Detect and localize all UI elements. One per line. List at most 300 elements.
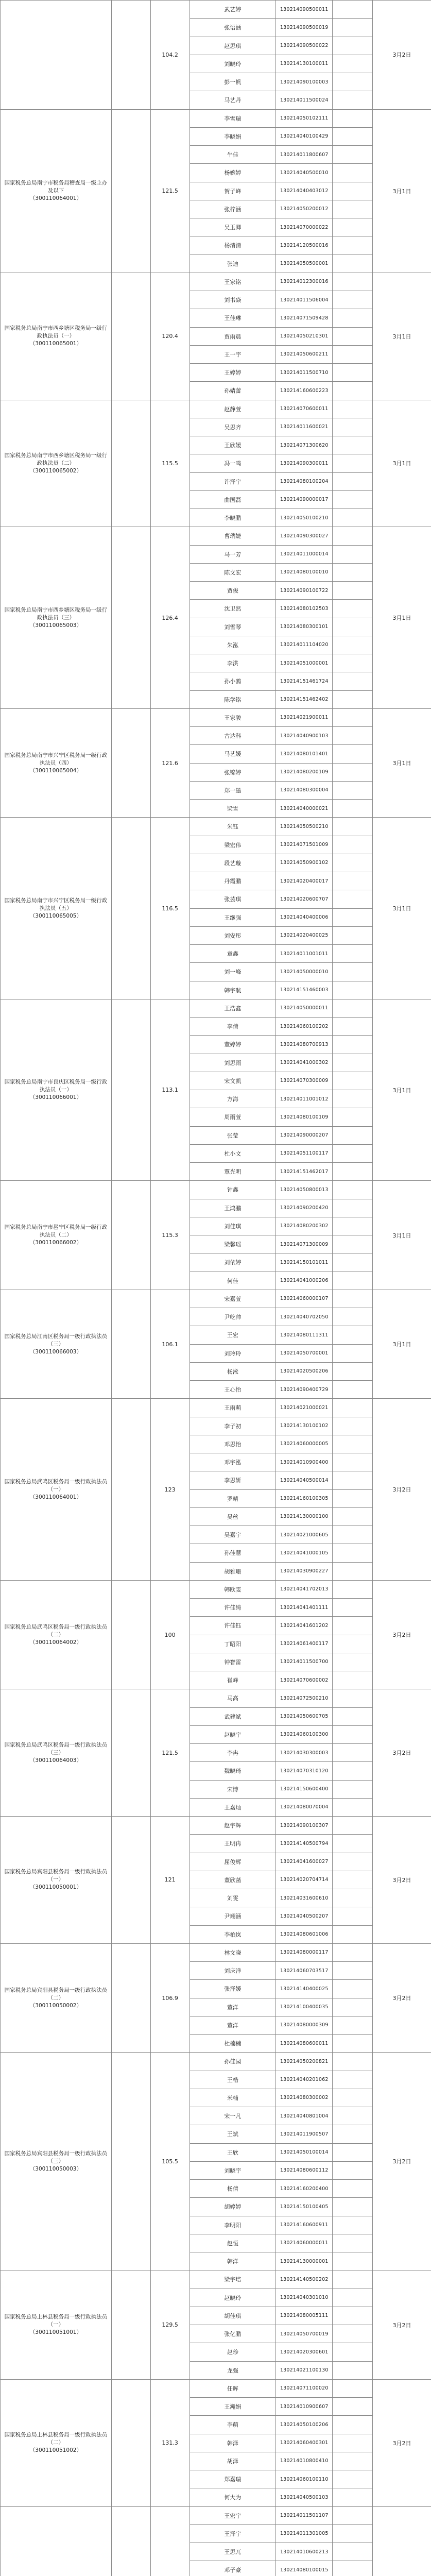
note-cell bbox=[333, 1489, 373, 1507]
candidate-name: 梁馨瑶 bbox=[189, 1235, 276, 1253]
candidate-name: 张锦婷 bbox=[189, 763, 276, 781]
candidate-id: 130214080601006 bbox=[276, 1925, 333, 1943]
candidate-name: 王嘉灿 bbox=[189, 1798, 276, 1816]
interview-date-cell: 3月1日 bbox=[373, 273, 431, 400]
note-cell bbox=[333, 1798, 373, 1816]
note-cell bbox=[333, 255, 373, 273]
candidate-id: 130214151462017 bbox=[276, 1163, 333, 1181]
note-cell bbox=[333, 2270, 373, 2289]
candidate-id: 130214020300601 bbox=[276, 2343, 333, 2361]
candidate-name: 韩洋 bbox=[189, 2252, 276, 2270]
candidate-name: 王佳琳 bbox=[189, 309, 276, 327]
recruit-count-cell bbox=[111, 1, 150, 110]
candidate-id: 130214090100307 bbox=[276, 1817, 333, 1835]
note-cell bbox=[333, 2470, 373, 2488]
candidate-id: 130214080600011 bbox=[276, 2035, 333, 2053]
candidate-id: 130214010900400 bbox=[276, 1453, 333, 1471]
candidate-name: 李洪 bbox=[189, 654, 276, 672]
note-cell bbox=[333, 73, 373, 91]
note-cell bbox=[333, 1381, 373, 1399]
candidate-id: 130214010800410 bbox=[276, 2452, 333, 2470]
note-cell bbox=[333, 945, 373, 963]
note-cell bbox=[333, 763, 373, 781]
candidate-id: 130214080000117 bbox=[276, 1943, 333, 1961]
candidate-table-body bbox=[1, 1, 431, 2576]
note-cell bbox=[333, 2398, 373, 2416]
candidate-name: 龙强 bbox=[189, 2361, 276, 2379]
candidate-id: 130214011600021 bbox=[276, 418, 333, 436]
candidate-name: 王浩鑫 bbox=[189, 999, 276, 1017]
position-cell bbox=[1, 2270, 112, 2380]
candidate-id: 130214050500210 bbox=[276, 818, 333, 836]
candidate-id: 130214041702013 bbox=[276, 1580, 333, 1598]
recruit-count-cell bbox=[111, 818, 150, 999]
candidate-name: 王家铭 bbox=[189, 273, 276, 291]
candidate-name: 王心怡 bbox=[189, 1381, 276, 1399]
note-cell bbox=[333, 600, 373, 618]
candidate-id: 130214011500700 bbox=[276, 1653, 333, 1671]
candidate-id: 130214071300009 bbox=[276, 1235, 333, 1253]
candidate-id: 130214140400025 bbox=[276, 1980, 333, 1998]
note-cell bbox=[333, 2524, 373, 2543]
note-cell bbox=[333, 854, 373, 872]
candidate-id: 130214041601202 bbox=[276, 1617, 333, 1635]
candidate-name: 孙佳慧 bbox=[189, 1544, 276, 1562]
note-cell bbox=[333, 2216, 373, 2234]
note-cell bbox=[333, 2107, 373, 2125]
note-cell bbox=[333, 1689, 373, 1707]
table-row bbox=[1, 1580, 431, 1598]
recruit-count-cell bbox=[111, 708, 150, 818]
position-name: 国家税务总局南宁市西乡塘区税务局一级行政执法员（二） bbox=[4, 452, 108, 466]
recruit-count-cell bbox=[111, 1943, 150, 2053]
table-row bbox=[1, 2379, 431, 2397]
candidate-id: 130214160600911 bbox=[276, 2216, 333, 2234]
note-cell bbox=[333, 436, 373, 454]
note-cell bbox=[333, 509, 373, 527]
candidate-id: 130214021000605 bbox=[276, 1526, 333, 1544]
table-row bbox=[1, 1, 431, 19]
candidate-name: 李子初 bbox=[189, 1417, 276, 1435]
candidate-id: 130214060400301 bbox=[276, 2434, 333, 2452]
note-cell bbox=[333, 364, 373, 382]
note-cell bbox=[333, 1090, 373, 1108]
candidate-id: 130214050700019 bbox=[276, 2325, 333, 2343]
recruit-count-cell bbox=[111, 1181, 150, 1290]
min-score-cell: 121.6 bbox=[150, 708, 189, 818]
candidate-name: 彭一帆 bbox=[189, 73, 276, 91]
interview-date-cell: 3月2日 bbox=[373, 1580, 431, 1689]
candidate-id: 130214041600027 bbox=[276, 1853, 333, 1871]
candidate-name: 张梓涵 bbox=[189, 200, 276, 218]
candidate-name: 古达科 bbox=[189, 727, 276, 745]
candidate-id: 130214011000014 bbox=[276, 545, 333, 563]
candidate-name: 王明冉 bbox=[189, 1835, 276, 1853]
position-name: 国家税务总局武鸣区税务局一级行政执法员（二） bbox=[4, 1623, 108, 1638]
note-cell bbox=[333, 2234, 373, 2252]
table-row bbox=[1, 2506, 431, 2524]
candidate-name: 梁宏伟 bbox=[189, 836, 276, 854]
note-cell bbox=[333, 1163, 373, 1181]
note-cell bbox=[333, 2343, 373, 2361]
candidate-id: 130214060000011 bbox=[276, 2234, 333, 2252]
note-cell bbox=[333, 2289, 373, 2307]
candidate-id: 130214080070004 bbox=[276, 1798, 333, 1816]
candidate-name: 李倩 bbox=[189, 1018, 276, 1036]
interview-date-cell: 3月2日 bbox=[373, 1817, 431, 1944]
note-cell bbox=[333, 345, 373, 363]
candidate-name: 曹瑞婕 bbox=[189, 527, 276, 545]
note-cell bbox=[333, 1108, 373, 1126]
note-cell bbox=[333, 200, 373, 218]
candidate-name: 贾雨晨 bbox=[189, 327, 276, 345]
candidate-id: 130214030900227 bbox=[276, 1562, 333, 1580]
note-cell bbox=[333, 1272, 373, 1290]
candidate-id: 130214071501009 bbox=[276, 836, 333, 854]
candidate-id: 130214030300003 bbox=[276, 1744, 333, 1762]
candidate-id: 130214021000021 bbox=[276, 1399, 333, 1417]
note-cell bbox=[333, 1435, 373, 1453]
candidate-name: 周雨萱 bbox=[189, 1108, 276, 1126]
note-cell bbox=[333, 2143, 373, 2161]
candidate-name: 屈俊辉 bbox=[189, 1853, 276, 1871]
candidate-id: 130214130000001 bbox=[276, 2252, 333, 2270]
note-cell bbox=[333, 37, 373, 55]
candidate-id: 130214012300016 bbox=[276, 273, 333, 291]
candidate-id: 130214060000005 bbox=[276, 1435, 333, 1453]
candidate-name: 罗晴 bbox=[189, 1489, 276, 1507]
note-cell bbox=[333, 2035, 373, 2053]
note-cell bbox=[333, 2125, 373, 2143]
candidate-id: 130214011800607 bbox=[276, 146, 333, 164]
candidate-name: 李柏岚 bbox=[189, 1925, 276, 1943]
position-cell bbox=[1, 1943, 112, 2053]
candidate-name: 尹屹帅 bbox=[189, 1308, 276, 1326]
note-cell bbox=[333, 2307, 373, 2325]
candidate-name: 王思兀 bbox=[189, 2543, 276, 2561]
candidate-name: 何大为 bbox=[189, 2488, 276, 2506]
candidate-name: 朱钰 bbox=[189, 818, 276, 836]
recruit-count-cell bbox=[111, 1689, 150, 1817]
candidate-id: 130214040400006 bbox=[276, 908, 333, 926]
position-cell bbox=[1, 2053, 112, 2270]
candidate-id: 130214071100020 bbox=[276, 2379, 333, 2397]
note-cell bbox=[333, 563, 373, 581]
note-cell bbox=[333, 1671, 373, 1689]
note-cell bbox=[333, 1744, 373, 1762]
candidate-id: 130214090000207 bbox=[276, 1126, 333, 1144]
table-row bbox=[1, 708, 431, 726]
candidate-id: 130214060703517 bbox=[276, 1962, 333, 1980]
note-cell bbox=[333, 1599, 373, 1617]
recruit-count-cell bbox=[111, 2379, 150, 2506]
candidate-id: 130214090400729 bbox=[276, 1381, 333, 1399]
recruit-count-cell bbox=[111, 1290, 150, 1399]
candidate-id: 130214020704714 bbox=[276, 1871, 333, 1889]
note-cell bbox=[333, 1290, 373, 1308]
note-cell bbox=[333, 91, 373, 109]
note-cell bbox=[333, 1817, 373, 1835]
candidate-id: 130214051000001 bbox=[276, 654, 333, 672]
candidate-name: 赵思琪 bbox=[189, 37, 276, 55]
note-cell bbox=[333, 1635, 373, 1653]
candidate-id: 130214070300009 bbox=[276, 1072, 333, 1090]
candidate-name: 韩宇航 bbox=[189, 981, 276, 999]
note-cell bbox=[333, 1725, 373, 1743]
position-cell bbox=[1, 1, 112, 110]
min-score-cell: 100 bbox=[150, 1580, 189, 1689]
candidate-id: 130214011104020 bbox=[276, 636, 333, 654]
candidate-id: 130214080300002 bbox=[276, 2089, 333, 2107]
candidate-name: 王宏宇 bbox=[189, 2506, 276, 2524]
position-cell bbox=[1, 708, 112, 818]
candidate-name: 梁宇培 bbox=[189, 2270, 276, 2289]
candidate-id: 130214060100300 bbox=[276, 1725, 333, 1743]
candidate-name: 张莹 bbox=[189, 1126, 276, 1144]
candidate-name: 王斌 bbox=[189, 2125, 276, 2143]
candidate-name: 赵静萱 bbox=[189, 400, 276, 418]
note-cell bbox=[333, 2071, 373, 2089]
table-row bbox=[1, 527, 431, 545]
candidate-name: 杨倩 bbox=[189, 2180, 276, 2198]
candidate-id: 130214071509428 bbox=[276, 309, 333, 327]
candidate-id: 130214050100206 bbox=[276, 2416, 333, 2434]
note-cell bbox=[333, 1326, 373, 1344]
note-cell bbox=[333, 1835, 373, 1853]
note-cell bbox=[333, 836, 373, 854]
note-cell bbox=[333, 2416, 373, 2434]
candidate-name: 冯一鸣 bbox=[189, 454, 276, 472]
candidate-name: 吴丝 bbox=[189, 1507, 276, 1526]
candidate-name: 赵宇辉 bbox=[189, 1817, 276, 1835]
note-cell bbox=[333, 164, 373, 182]
position-name: 国家税务总局南宁市邕宁区税务局一级行政执法员（二） bbox=[4, 1224, 108, 1238]
note-cell bbox=[333, 19, 373, 37]
candidate-id: 130214130000100 bbox=[276, 1507, 333, 1526]
candidate-id: 130214050800013 bbox=[276, 1181, 333, 1199]
table-row bbox=[1, 2270, 431, 2289]
recruit-count-cell bbox=[111, 109, 150, 273]
candidate-name: 张语涵 bbox=[189, 19, 276, 37]
candidate-id: 130214020500206 bbox=[276, 1362, 333, 1380]
note-cell bbox=[333, 1036, 373, 1054]
position-code: （300110064001） bbox=[29, 195, 82, 202]
interview-date-cell: 3月1日 bbox=[373, 708, 431, 818]
candidate-id: 130214080100010 bbox=[276, 563, 333, 581]
note-cell bbox=[333, 2543, 373, 2561]
note-cell bbox=[333, 1344, 373, 1362]
candidate-name: 赵珍 bbox=[189, 2343, 276, 2361]
position-name: 国家税务总局南宁市兴宁区税务局一级行政执法员（五） bbox=[4, 897, 108, 911]
candidate-id: 130214050100014 bbox=[276, 2143, 333, 2161]
min-score-cell: 129.5 bbox=[150, 2270, 189, 2380]
candidate-id: 130214080000309 bbox=[276, 2016, 333, 2034]
candidate-name: 宋一凡 bbox=[189, 2107, 276, 2125]
candidate-name: 陈文宏 bbox=[189, 563, 276, 581]
interview-date-cell: 3月1日 bbox=[373, 999, 431, 1181]
candidate-name: 邓子豪 bbox=[189, 2561, 276, 2576]
candidate-id: 130214060000107 bbox=[276, 1290, 333, 1308]
candidate-id: 130214140500202 bbox=[276, 2270, 333, 2289]
candidate-name: 宋嘉萱 bbox=[189, 1290, 276, 1308]
candidate-name: 李晓鹏 bbox=[189, 509, 276, 527]
candidate-id: 130214080100109 bbox=[276, 1108, 333, 1126]
note-cell bbox=[333, 1998, 373, 2016]
note-cell bbox=[333, 1072, 373, 1090]
recruit-count-cell bbox=[111, 1817, 150, 1944]
note-cell bbox=[333, 636, 373, 654]
candidate-name: 刘晓玲 bbox=[189, 55, 276, 73]
note-cell bbox=[333, 1235, 373, 1253]
candidate-id: 130214090100722 bbox=[276, 582, 333, 600]
candidate-id: 130214050600705 bbox=[276, 1707, 333, 1725]
note-cell bbox=[333, 926, 373, 944]
note-cell bbox=[333, 2089, 373, 2107]
candidate-name: 吴嘉宇 bbox=[189, 1526, 276, 1544]
candidate-id: 130214011900507 bbox=[276, 2125, 333, 2143]
note-cell bbox=[333, 2161, 373, 2179]
candidate-name: 尹翊涵 bbox=[189, 1907, 276, 1925]
candidate-name: 何佳 bbox=[189, 1272, 276, 1290]
candidate-name: 丹霞鹏 bbox=[189, 872, 276, 890]
candidate-name: 李思妍 bbox=[189, 1471, 276, 1489]
note-cell bbox=[333, 800, 373, 818]
candidate-name: 胡泽 bbox=[189, 2452, 276, 2470]
position-name: 国家税务总局武鸣区税务局一级行政执法员（三） bbox=[4, 1741, 108, 1756]
table-row bbox=[1, 1399, 431, 1417]
position-code: （300110050003） bbox=[29, 2165, 82, 2172]
candidate-name: 王欣媛 bbox=[189, 436, 276, 454]
note-cell bbox=[333, 2252, 373, 2270]
min-score-cell: 115.3 bbox=[150, 1181, 189, 1290]
table-row bbox=[1, 273, 431, 291]
candidate-id: 130214051100117 bbox=[276, 1144, 333, 1162]
candidate-name: 邓思怡 bbox=[189, 1435, 276, 1453]
min-score-cell: 106.9 bbox=[150, 1943, 189, 2053]
candidate-id: 130214050900102 bbox=[276, 854, 333, 872]
candidate-id: 130214040500010 bbox=[276, 164, 333, 182]
note-cell bbox=[333, 890, 373, 908]
candidate-id: 130214011301005 bbox=[276, 2524, 333, 2543]
candidate-id: 130214041000105 bbox=[276, 1544, 333, 1562]
candidate-id: 130214151462402 bbox=[276, 690, 333, 708]
candidate-id: 130214060100110 bbox=[276, 2470, 333, 2488]
note-cell bbox=[333, 1871, 373, 1889]
position-cell bbox=[1, 999, 112, 1181]
candidate-id: 130214060100202 bbox=[276, 1018, 333, 1036]
table-row bbox=[1, 1181, 431, 1199]
position-code: （300110050002） bbox=[29, 2002, 82, 2009]
candidate-name: 李冉 bbox=[189, 1744, 276, 1762]
candidate-id: 130214090500011 bbox=[276, 1, 333, 19]
candidate-id: 130214090300011 bbox=[276, 454, 333, 472]
note-cell bbox=[333, 1507, 373, 1526]
note-cell bbox=[333, 1943, 373, 1961]
candidate-id: 130214100400035 bbox=[276, 1998, 333, 2016]
candidate-id: 130214040900103 bbox=[276, 727, 333, 745]
candidate-id: 130214080102503 bbox=[276, 600, 333, 618]
candidate-name: 杨淞 bbox=[189, 1362, 276, 1380]
note-cell bbox=[333, 1617, 373, 1635]
position-cell bbox=[1, 1181, 112, 1290]
note-cell bbox=[333, 1253, 373, 1272]
min-score-cell: 105.5 bbox=[150, 2053, 189, 2270]
position-code: （300110066001） bbox=[29, 1094, 82, 1100]
interview-date-cell: 3月2日 bbox=[373, 1, 431, 110]
min-score-cell: 131.3 bbox=[150, 2379, 189, 2506]
position-name: 国家税务总局南宁市西乡塘区税务局一级行政执法员（三） bbox=[4, 606, 108, 621]
position-code: （300110065002） bbox=[29, 467, 82, 474]
note-cell bbox=[333, 273, 373, 291]
candidate-name: 王宏 bbox=[189, 1326, 276, 1344]
candidate-name: 郑一墨 bbox=[189, 781, 276, 799]
candidate-id: 130214050500001 bbox=[276, 255, 333, 273]
position-cell bbox=[1, 2379, 112, 2506]
candidate-id: 130214021900011 bbox=[276, 708, 333, 726]
candidate-id: 130214011506004 bbox=[276, 291, 333, 309]
candidate-id: 130214150100405 bbox=[276, 2198, 333, 2216]
note-cell bbox=[333, 2053, 373, 2071]
candidate-name: 刘一峰 bbox=[189, 963, 276, 981]
note-cell bbox=[333, 2434, 373, 2452]
candidate-name: 赵晓宇 bbox=[189, 1725, 276, 1743]
candidate-name: 刘雯 bbox=[189, 1889, 276, 1907]
candidate-id: 130214130100102 bbox=[276, 1417, 333, 1435]
position-cell bbox=[1, 1817, 112, 1944]
note-cell bbox=[333, 1707, 373, 1725]
note-cell bbox=[333, 1217, 373, 1235]
note-cell bbox=[333, 146, 373, 164]
interview-date-cell: 3月2日 bbox=[373, 1689, 431, 1817]
candidate-name: 赵晓玲 bbox=[189, 2289, 276, 2307]
note-cell bbox=[333, 472, 373, 490]
table-row bbox=[1, 1689, 431, 1707]
note-cell bbox=[333, 1962, 373, 1980]
min-score-cell: 121 bbox=[150, 1817, 189, 1944]
min-score-cell: 116.5 bbox=[150, 818, 189, 999]
position-cell bbox=[1, 1399, 112, 1581]
position-cell bbox=[1, 1580, 112, 1689]
note-cell bbox=[333, 2488, 373, 2506]
candidate-id: 130214090300027 bbox=[276, 527, 333, 545]
candidate-name: 许佳钰 bbox=[189, 1617, 276, 1635]
candidate-name: 贺子峰 bbox=[189, 182, 276, 200]
note-cell bbox=[333, 618, 373, 636]
recruit-count-cell bbox=[111, 999, 150, 1181]
candidate-name: 王楷 bbox=[189, 2071, 276, 2089]
position-code: （300110050001） bbox=[29, 1884, 82, 1891]
candidate-id: 130214041000206 bbox=[276, 1272, 333, 1290]
note-cell bbox=[333, 418, 373, 436]
candidate-id: 130214040201062 bbox=[276, 2071, 333, 2089]
position-code: （300110065003） bbox=[29, 622, 82, 629]
note-cell bbox=[333, 309, 373, 327]
note-cell bbox=[333, 2361, 373, 2379]
min-score-cell: 104.2 bbox=[150, 1, 189, 110]
candidate-id: 130214010900607 bbox=[276, 2398, 333, 2416]
candidate-name: 杨婉婷 bbox=[189, 164, 276, 182]
note-cell bbox=[333, 1199, 373, 1217]
note-cell bbox=[333, 1308, 373, 1326]
table-row bbox=[1, 2053, 431, 2071]
table-row bbox=[1, 1290, 431, 1308]
position-cell bbox=[1, 527, 112, 709]
candidate-id: 130214041000302 bbox=[276, 1054, 333, 1072]
candidate-id: 130214050100210 bbox=[276, 509, 333, 527]
candidate-id: 130214031600610 bbox=[276, 1889, 333, 1907]
note-cell bbox=[333, 1126, 373, 1144]
candidate-name: 王一宇 bbox=[189, 345, 276, 363]
